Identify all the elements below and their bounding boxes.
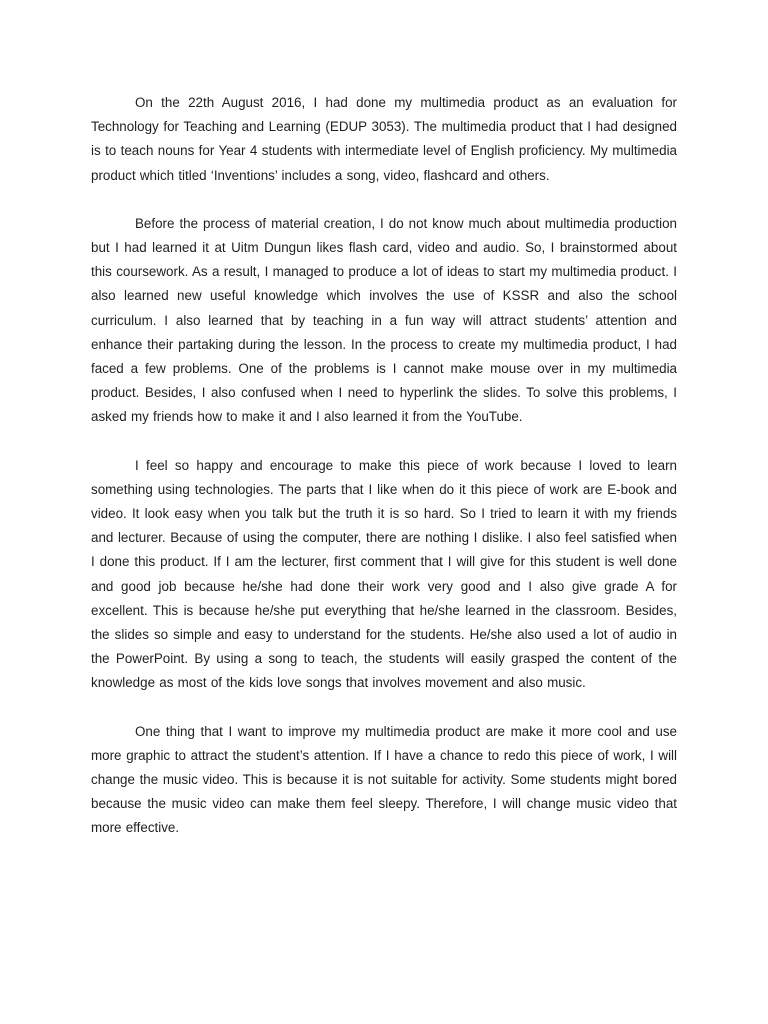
paragraph-feelings-and-comments: I feel so happy and encourage to make this piece of work because I loved to learn something using technologies. The parts that I like when do it this piece of work are E-book and video. It look easy when you talk but the truth it is so hard. So I tried to learn it with my friends and lecturer. Because of using the computer, there are nothing I dislike. I also feel satisfied when I done this product. If I am the lecturer, first comment that I will give for this student is well done and good job because he/she had done their work very good and I also give grade A for excellent. This is because he/she put everything that he/she learned in the classroom. Besides, the slides so simple and easy to understand for the students. He/she also used a lot of audio in the PowerPoint. By using a song to teach, the students will easily grasped the content of the knowledge as most of the kids love songs that involves movement and also music. <box>91 457 677 691</box>
paragraph-spacer <box>91 188 677 212</box>
paragraph-material-creation: Before the process of material creation, I do not know much about multimedia production but I had learned it at Uitm Dungun likes flash card, video and audio. So, I brainstormed about this coursework. As a result, I managed to produce a lot of ideas to start my multimedia product. I also learned new useful knowledge which involves the use of KSSR and also the school curriculum. I also learned that by teaching in a fun way will attract students’ attention and enhance their partaking during the lesson. In the process to create my multimedia product, I had faced a few problems. One of the problems is I cannot make mouse over in my multimedia product. Besides, I also confused when I need to hyperlink the slides. To solve this problems, I asked my friends how to make it and I also learned it from the YouTube. <box>91 215 677 425</box>
paragraph-improvements: One thing that I want to improve my multimedia product are make it more cool and use more graphic to attract the student’s attention. If I have a chance to redo this piece of work, I will change the music video. This is because it is not suitable for activity. Some students might bored because the music video can make them feel sleepy. Therefore, I will change music video that more effective. <box>91 723 677 836</box>
document-page <box>91 91 677 841</box>
paragraph-evaluation-intro: On the 22th August 2016, I had done my multimedia product as an evaluation for Technology for Teaching and Learning (EDUP 3053). The multimedia product that I had designed is to teach nouns for Year 4 students with intermediate level of English proficiency. My multimedia product which titled ‘Inventions’ includes a song, video, flashcard and others. <box>91 95 677 183</box>
paragraph-spacer <box>91 696 677 720</box>
paragraph-spacer <box>91 430 677 454</box>
